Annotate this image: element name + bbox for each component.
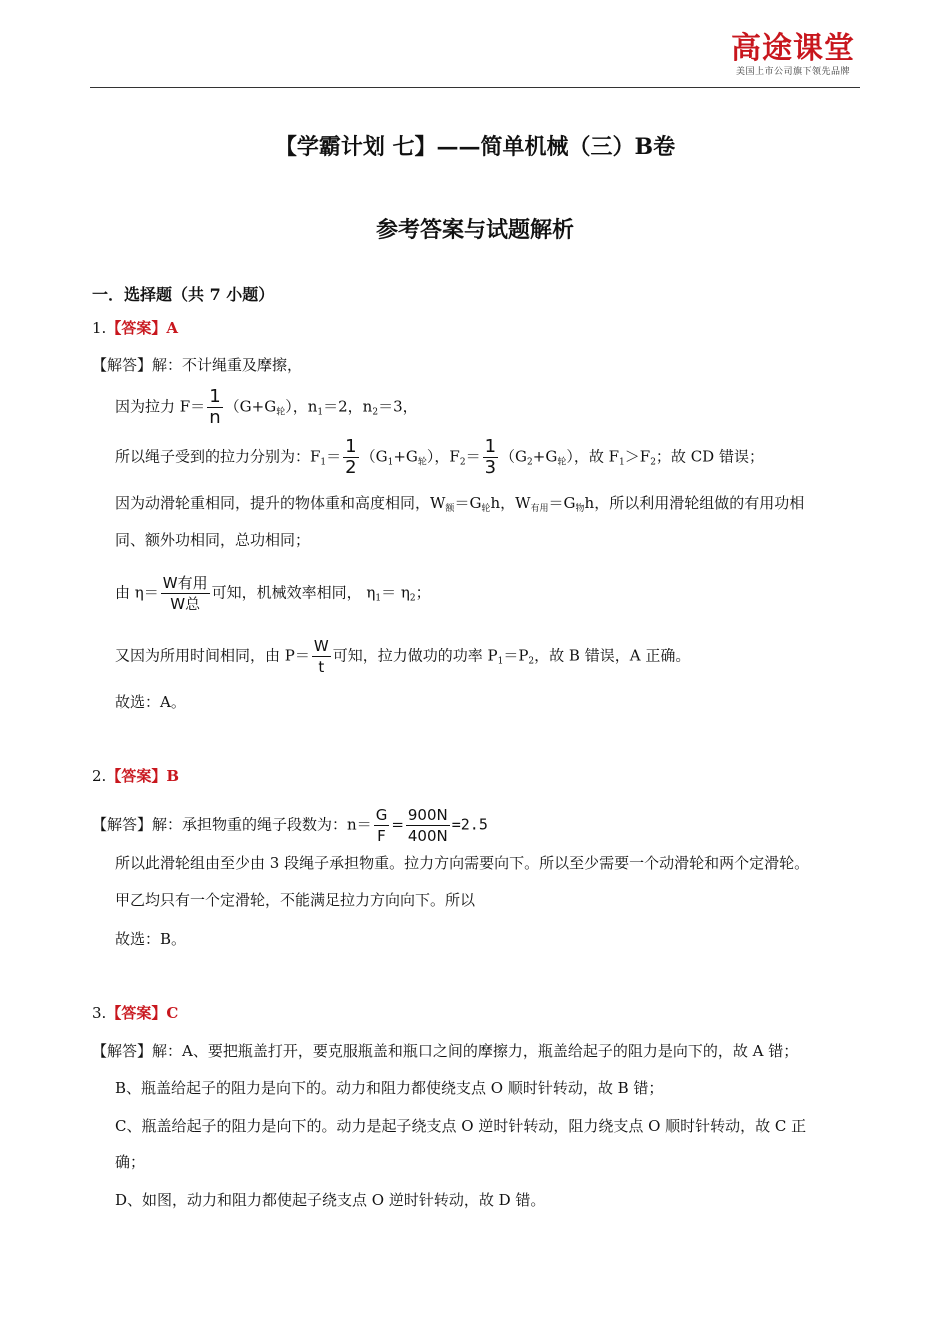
section-heading: 一．选择题（共 7 小题） <box>92 285 275 304</box>
q3-line-4: 确； <box>115 1153 146 1171</box>
q1-line-4: 因为动滑轮重相同，提升的物体重和高度相同，$W_额=G_轮h$，$W_{有用}=G_物h$，所以利用滑轮组做的有用功相 <box>115 494 805 514</box>
q3-line-2: B、瓶盖给起子的阻力是向下的。动力和阻力都使绕支点 O 顺时针转动，故 B 错； <box>115 1079 664 1097</box>
header-divider <box>90 87 860 88</box>
q2-line-3: 甲乙均只有一个定滑轮，不能满足拉力方向向下。所以 <box>115 891 476 909</box>
q1-line-7: 又因为所用时间相同，由 P＝ $\frac{W}{t}$ 可知，拉力做功的功率 $P_1=P_2$，故 B 错误，A 正确。 <box>115 637 691 676</box>
fraction: $\frac{900N}{400N}$ <box>407 806 448 845</box>
brand-name: 高途课堂 <box>731 31 855 66</box>
q1-line-1: 【解答】解：不计绳重及摩擦， <box>92 356 303 374</box>
q3-line-5: D、如图，动力和阻力都使起子绕支点 O 逆时针转动，故 D 错。 <box>115 1191 546 1209</box>
q1-line-5: 同、额外功相同，总功相同； <box>115 531 311 549</box>
q2-line-2: 所以此滑轮组由至少由 3 段绳子承担物重。拉力方向需要向下。所以至少需要一个动滑轮和两个定滑轮。 <box>115 854 810 872</box>
q2-line-1: 【解答】解：承担物重的绳子段数为：n＝ $\frac{G}{F}$ = $\frac{900N}{400N}$ =2.5 <box>92 806 488 845</box>
fraction: $\frac{1}{2}$ <box>345 436 357 478</box>
fraction: $\frac{1}{n}$ <box>209 386 221 428</box>
q1-line-8: 故选：A。 <box>115 693 186 711</box>
q3-line-3: C、瓶盖给起子的阻力是向下的。动力是起子绕支点 O 逆时针转动，阻力绕支点 O 顺时针转动，故 C 正 <box>115 1117 807 1135</box>
q1-line-3: 所以绳子受到的拉力分别为：$F_1=$ $\frac{1}{2}$ $(G_1+G_轮)$，$F_2=$ $\frac{1}{3}$ $(G_2+G_轮)$，故 $F_1>F_2$；故 CD 错误； <box>115 436 764 478</box>
q3-answer: 3.【答案】C <box>92 1004 179 1022</box>
doc-title: 【学霸计划 七】——简单机械（三）B卷 <box>274 134 676 160</box>
brand-logo <box>726 32 860 78</box>
brand-tagline: 美国上市公司旗下领先品牌 <box>735 67 850 77</box>
fraction: $\frac{G}{F}$ <box>375 806 388 845</box>
q2-answer: 2.【答案】B <box>92 767 180 785</box>
doc-subtitle: 参考答案与试题解析 <box>375 217 574 243</box>
fraction: $\frac{\text{W有用}}{\text{W总}}$ <box>162 574 208 613</box>
fraction: $\frac{1}{3}$ <box>484 436 497 478</box>
q2-line-4: 故选：B。 <box>115 930 187 948</box>
q1-line-6: 由 η＝ $\frac{\text{W有用}}{\text{W总}}$ 可知，机械效率相同， $\eta_1= \eta_2$； <box>115 574 431 613</box>
q3-line-1: 【解答】解：A、要把瓶盖打开，要克服瓶盖和瓶口之间的摩擦力，瓶盖给起子的阻力是向下的，故 A 错； <box>92 1042 799 1060</box>
q1-line-2: 因为拉力 F＝ $\frac{1}{n}$ $(G+G_轮)$，$n_1=2$，$n_2=3$， <box>115 386 418 428</box>
q1-answer: 1.【答案】A <box>92 319 178 337</box>
fraction: $\frac{W}{t}$ <box>313 637 329 676</box>
